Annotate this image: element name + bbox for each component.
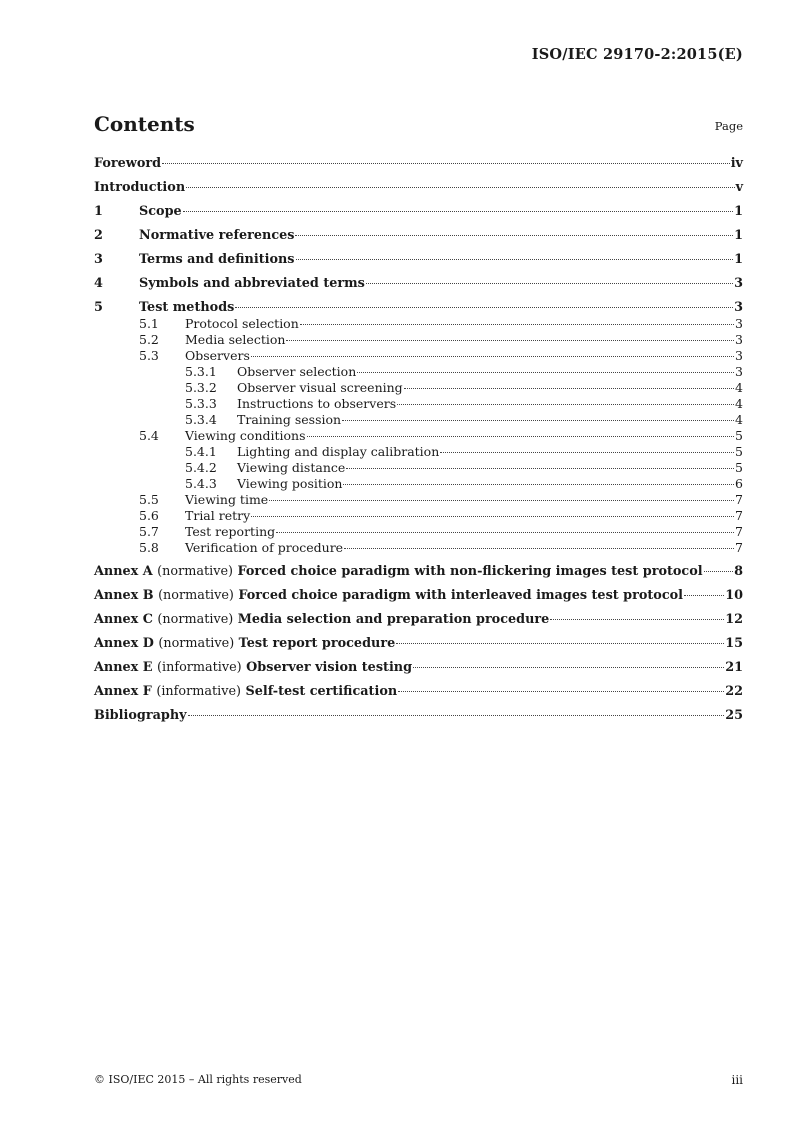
toc-page: 5 (735, 460, 743, 475)
toc-page: 7 (735, 540, 743, 555)
annex-title: Test report procedure (238, 636, 396, 651)
dot-leader (684, 595, 724, 596)
table-of-contents (94, 156, 743, 732)
toc-page: 4 (735, 380, 743, 395)
toc-title: Observer visual screening (237, 380, 403, 395)
toc-title (94, 636, 395, 652)
toc-title (94, 684, 397, 700)
toc-entry-symbols[interactable] (94, 276, 743, 292)
dot-leader (296, 259, 734, 260)
toc-entry-5-5[interactable] (94, 492, 743, 508)
copyright-notice: © ISO/IEC 2015 – All rights reserved (94, 1073, 302, 1086)
toc-number: 2 (94, 228, 103, 243)
annex-title: Self-test certification (245, 684, 398, 699)
toc-entry-annex-f[interactable] (94, 684, 743, 700)
toc-number: 5.7 (139, 524, 159, 539)
toc-page: 3 (734, 276, 743, 291)
toc-title: Viewing conditions (185, 428, 306, 443)
toc-number: 5.4.2 (185, 460, 217, 475)
dot-leader (704, 571, 733, 572)
toc-number: 5.4.3 (185, 476, 217, 491)
dot-leader (344, 548, 734, 549)
annex-kind: (informative) (156, 684, 242, 699)
toc-entry-5-7[interactable] (94, 524, 743, 540)
toc-title: Bibliography (94, 708, 187, 723)
toc-entry-5-3[interactable] (94, 348, 743, 364)
annex-kind: (normative) (157, 564, 234, 579)
toc-title (94, 660, 412, 676)
toc-number: 5.6 (139, 508, 159, 523)
toc-number: 5.1 (139, 316, 159, 331)
toc-page: 12 (725, 612, 743, 627)
toc-entry-scope[interactable] (94, 204, 743, 220)
toc-number: 5.4 (139, 428, 159, 443)
toc-number: 5.2 (139, 332, 159, 347)
page-number: iii (731, 1073, 743, 1087)
toc-page: 4 (735, 396, 743, 411)
toc-title: Viewing position (237, 476, 343, 491)
dot-leader (286, 340, 734, 341)
toc-page: 1 (734, 252, 743, 267)
toc-entry-terms-definitions[interactable] (94, 252, 743, 268)
toc-entry-5-3-4[interactable] (94, 412, 743, 428)
toc-page: 5 (735, 428, 743, 443)
toc-entry-5-4-3[interactable] (94, 476, 743, 492)
toc-number: 5.5 (139, 492, 159, 507)
dot-leader (342, 420, 734, 421)
toc-title: Observer selection (237, 364, 357, 379)
toc-number: 5.4.1 (185, 444, 217, 459)
toc-number: 4 (94, 276, 103, 291)
page-title: Contents (94, 112, 195, 136)
annex-label: Annex D (94, 636, 154, 651)
annex-label: Annex C (94, 612, 153, 627)
toc-title: Verification of procedure (185, 540, 344, 555)
toc-page: 5 (735, 444, 743, 459)
toc-page: 10 (725, 588, 743, 603)
toc-entry-5-4-1[interactable] (94, 444, 743, 460)
toc-page: 3 (735, 332, 743, 347)
annex-label: Annex E (94, 660, 153, 675)
toc-title: Terms and definitions (139, 252, 295, 267)
annex-title: Forced choice paradigm with non-flickering images test protocol (237, 564, 703, 579)
toc-page: 4 (735, 412, 743, 427)
dot-leader (307, 436, 735, 437)
toc-title: Foreword (94, 156, 162, 171)
toc-entry-annex-e[interactable] (94, 660, 743, 676)
dot-leader (343, 484, 734, 485)
toc-title: Trial retry (185, 508, 251, 523)
toc-title (94, 612, 549, 628)
page-column-label: Page (714, 119, 743, 133)
dot-leader (366, 283, 733, 284)
dot-leader (183, 211, 733, 212)
dot-leader (235, 307, 733, 308)
toc-number: 5.3.2 (185, 380, 217, 395)
annex-title: Forced choice paradigm with interleaved images test protocol (238, 588, 684, 603)
dot-leader (251, 516, 734, 517)
dot-leader (188, 715, 725, 716)
toc-title: Introduction (94, 180, 186, 195)
document-id: ISO/IEC 29170-2:2015(E) (531, 46, 743, 63)
toc-page: 7 (735, 492, 743, 507)
toc-entry-annex-a[interactable] (94, 564, 743, 580)
dot-leader (440, 452, 734, 453)
dot-leader (251, 356, 734, 357)
toc-number: 3 (94, 252, 103, 267)
toc-page: 3 (735, 348, 743, 363)
toc-number: 5 (94, 300, 103, 315)
toc-page: 21 (725, 660, 743, 675)
toc-title (94, 564, 703, 580)
toc-page: 8 (734, 564, 743, 579)
toc-entry-bibliography[interactable] (94, 708, 743, 724)
toc-page: 3 (734, 300, 743, 315)
annex-kind: (informative) (157, 660, 242, 675)
dot-leader (413, 667, 724, 668)
toc-title: Symbols and abbreviated terms (139, 276, 365, 291)
toc-entry-test-methods[interactable] (94, 300, 743, 316)
annex-title: Observer vision testing (246, 660, 413, 675)
toc-entry-annex-c[interactable] (94, 612, 743, 628)
dot-leader (300, 324, 734, 325)
toc-title: Lighting and display calibration (237, 444, 440, 459)
annex-title: Media selection and preparation procedure (237, 612, 550, 627)
toc-entry-annex-d[interactable] (94, 636, 743, 652)
toc-number: 5.3.1 (185, 364, 217, 379)
toc-title: Observers (185, 348, 250, 363)
dot-leader (357, 372, 734, 373)
toc-page: 7 (735, 524, 743, 539)
toc-entry-5-3-3[interactable] (94, 396, 743, 412)
toc-page: 6 (735, 476, 743, 491)
toc-number: 1 (94, 204, 103, 219)
dot-leader (269, 500, 734, 501)
toc-title: Scope (139, 204, 182, 219)
toc-page: iv (730, 156, 743, 171)
toc-page: 22 (725, 684, 743, 699)
annex-kind: (normative) (158, 636, 235, 651)
toc-entry-5-3-2[interactable] (94, 380, 743, 396)
dot-leader (397, 404, 734, 405)
dot-leader (186, 187, 734, 188)
toc-number: 5.8 (139, 540, 159, 555)
toc-entry-foreword[interactable] (94, 156, 743, 172)
toc-title: Instructions to observers (237, 396, 397, 411)
dot-leader (295, 235, 733, 236)
toc-entry-5-3-1[interactable] (94, 364, 743, 380)
toc-page: 25 (725, 708, 743, 723)
dot-leader (346, 468, 734, 469)
toc-title: Training session (237, 412, 342, 427)
dot-leader (276, 532, 734, 533)
toc-page: 3 (735, 364, 743, 379)
toc-number: 5.3.4 (185, 412, 217, 427)
annex-label: Annex B (94, 588, 154, 603)
dot-leader (550, 619, 724, 620)
toc-entry-5-6[interactable] (94, 508, 743, 524)
dot-leader (404, 388, 734, 389)
toc-page: 1 (734, 228, 743, 243)
toc-title: Test methods (139, 300, 235, 315)
toc-number: 5.3 (139, 348, 159, 363)
toc-title: Viewing time (185, 492, 269, 507)
toc-entry-normative-references[interactable] (94, 228, 743, 244)
annex-kind: (normative) (157, 612, 234, 627)
toc-entry-introduction[interactable] (94, 180, 743, 196)
dot-leader (398, 691, 724, 692)
toc-page: 7 (735, 508, 743, 523)
toc-entry-5-4-2[interactable] (94, 460, 743, 476)
toc-page: v (735, 180, 743, 195)
annex-label: Annex A (94, 564, 153, 579)
toc-page: 1 (734, 204, 743, 219)
annex-label: Annex F (94, 684, 152, 699)
toc-entry-5-8[interactable] (94, 540, 743, 556)
toc-title: Normative references (139, 228, 295, 243)
toc-number: 5.3.3 (185, 396, 217, 411)
toc-title (94, 588, 683, 604)
toc-entry-5-1[interactable] (94, 316, 743, 332)
dot-leader (396, 643, 724, 644)
toc-page: 3 (735, 316, 743, 331)
toc-title: Viewing distance (237, 460, 346, 475)
annex-kind: (normative) (158, 588, 234, 603)
toc-entry-annex-b[interactable] (94, 588, 743, 604)
toc-entry-5-4[interactable] (94, 428, 743, 444)
page-footer (94, 1073, 743, 1087)
toc-page: 15 (725, 636, 743, 651)
toc-title: Media selection (185, 332, 286, 347)
toc-title: Protocol selection (185, 316, 299, 331)
toc-entry-5-2[interactable] (94, 332, 743, 348)
toc-title: Test reporting (185, 524, 276, 539)
dot-leader (162, 163, 730, 164)
